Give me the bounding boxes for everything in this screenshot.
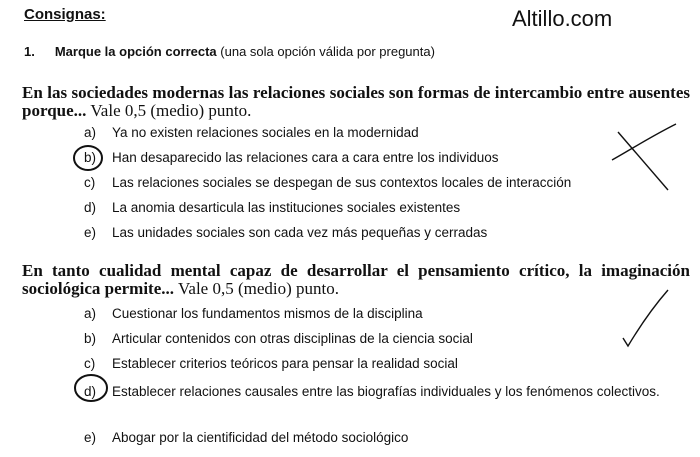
question-2-points: Vale 0,5 (medio) punto. bbox=[178, 279, 340, 298]
option-letter: c) bbox=[84, 175, 96, 190]
option-letter: b) bbox=[84, 331, 97, 346]
option-text: La anomia desarticula las instituciones sociales existentes bbox=[112, 200, 461, 215]
option-letter: a) bbox=[84, 306, 97, 321]
option-text: Las relaciones sociales se despegan de sus contextos locales de interacción bbox=[112, 175, 572, 190]
option-text: Han desaparecido las relaciones cara a cara entre los individuos bbox=[112, 150, 499, 165]
option-letter: a) bbox=[84, 125, 97, 140]
question-2-prompt: En tanto cualidad mental capaz de desarrollar el pensamiento crítico, la imaginación sociológica permite... bbox=[22, 261, 690, 298]
option-letter: d) bbox=[84, 384, 97, 399]
section-heading: Consignas: bbox=[24, 6, 106, 23]
option-text: Establecer criterios teóricos para pensar la realidad social bbox=[112, 356, 458, 371]
option-letter: e) bbox=[84, 430, 97, 445]
instruction-number: 1. bbox=[24, 44, 35, 59]
option-letter: d) bbox=[84, 200, 97, 215]
question-1-points: Vale 0,5 (medio) punto. bbox=[90, 101, 252, 120]
option-letter: c) bbox=[84, 356, 96, 371]
option-text: Las unidades sociales son cada vez más pequeñas y cerradas bbox=[112, 225, 488, 240]
instruction-bold: Marque la opción correcta bbox=[54, 44, 217, 59]
option-letter: e) bbox=[84, 225, 97, 240]
q1-cross-stroke-2 bbox=[612, 124, 676, 160]
q1-answer-circle bbox=[74, 146, 102, 170]
option-text: Ya no existen relaciones sociales en la modernidad bbox=[112, 125, 419, 140]
q2-check-mark bbox=[623, 290, 668, 346]
watermark-brand: Altillo.com bbox=[512, 6, 613, 31]
option-text: Abogar por la cientificidad del método sociológico bbox=[112, 430, 409, 445]
q2-answer-circle bbox=[75, 375, 107, 401]
option-letter: b) bbox=[84, 150, 97, 165]
instruction-note: (una sola opción válida por pregunta) bbox=[220, 44, 435, 59]
option-text: Articular contenidos con otras disciplinas de la ciencia social bbox=[112, 331, 473, 346]
question-1-prompt: En las sociedades modernas las relaciones sociales son formas de intercambio entre ausentes porque... bbox=[22, 83, 690, 120]
q1-cross-stroke-1 bbox=[618, 132, 668, 190]
option-text: Cuestionar los fundamentos mismos de la disciplina bbox=[112, 306, 423, 321]
option-text: Establecer relaciones causales entre las biografías individuales y los fenómenos colectivos. bbox=[112, 384, 660, 399]
